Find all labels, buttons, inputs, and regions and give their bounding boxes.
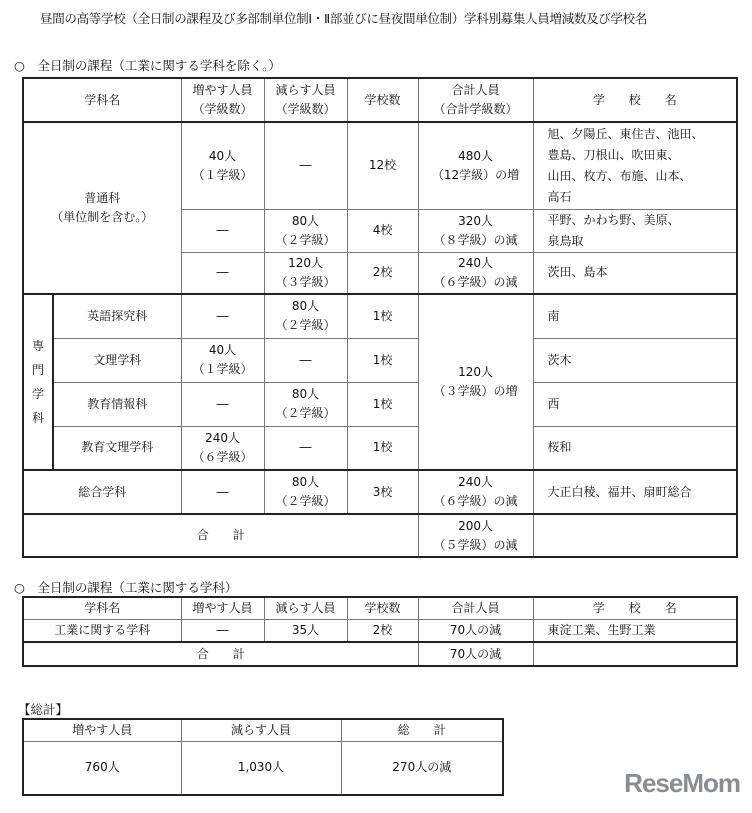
header-increase-sub: （学級数） <box>192 102 253 116</box>
total-classes: （８学級）の減 <box>433 232 518 247</box>
senmon-char: 門 <box>31 363 44 377</box>
header-school-names: 学 校 名 <box>533 78 737 122</box>
decrease-value: 80人 <box>291 299 320 314</box>
senmon-label <box>23 294 53 470</box>
grand-total: 270人の減 <box>341 741 503 795</box>
school-count: 4校 <box>347 209 418 252</box>
school-count: 3校 <box>347 470 418 514</box>
senmon-char: 科 <box>31 411 44 425</box>
header-total-label: 合計人員 <box>451 83 500 97</box>
sum-total-classes: （５学級）の減 <box>433 537 518 552</box>
increase-value: ― <box>181 470 264 514</box>
increase-value: ― <box>181 619 264 642</box>
sum-row <box>23 642 737 666</box>
header-decrease: 減らす人員 <box>264 597 347 619</box>
header-decrease: 減らす人員 <box>181 719 341 741</box>
header-increase <box>181 78 264 122</box>
header-decrease-label: 減らす人員 <box>275 83 336 97</box>
total-value: 480人 <box>458 148 493 163</box>
table-grand-total <box>22 718 504 796</box>
increase-value: ― <box>181 252 264 294</box>
total-value: 120人 <box>458 365 493 379</box>
school-count: 1校 <box>347 294 418 338</box>
school-count: 12校 <box>347 122 418 209</box>
sum-total: 70人の減 <box>418 642 533 666</box>
empty-cell <box>533 642 737 666</box>
department-name: 文理学科 <box>53 338 181 382</box>
futsu-label: 普通科 <box>84 191 121 205</box>
decrease-value: 80人 <box>291 213 320 228</box>
table-row <box>23 294 737 338</box>
sum-label: 合 計 <box>23 642 418 666</box>
header-increase-label: 増やす人員 <box>192 83 253 97</box>
decrease-classes: （２学級） <box>275 406 336 420</box>
section3-heading: 【総計】 <box>18 702 69 717</box>
senmon-char: 専 <box>31 339 44 353</box>
school-names: 豊島、刀根山、吹田東、 <box>547 147 680 162</box>
increase-value: ― <box>181 209 264 252</box>
decrease-value: ― <box>264 338 347 382</box>
department-name: 総合学科 <box>23 470 181 514</box>
table-industrial <box>22 596 738 667</box>
table-row <box>23 382 737 426</box>
school-names: 茨木 <box>533 338 737 382</box>
total-classes: （３学級）の増 <box>433 384 518 398</box>
school-names: 大正白稜、福井、扇町総合 <box>533 470 737 514</box>
resemom-logo: ReseMom <box>624 768 740 798</box>
table-row <box>23 338 737 382</box>
total-classes: （12学級）の増 <box>431 167 520 182</box>
decrease-value: 120人 <box>288 255 323 270</box>
section2-heading: ○ 全日制の課程（工業に関する学科） <box>14 580 238 595</box>
table-full-time <box>22 77 738 558</box>
header-department: 学科名 <box>23 597 181 619</box>
futsu-sub: （単位制を含む。） <box>51 210 154 224</box>
school-names: 西 <box>533 382 737 426</box>
senmon-char: 学 <box>31 387 44 401</box>
school-count: 2校 <box>347 252 418 294</box>
document-title: 昼間の高等学校（全日制の課程及び多部制単位制Ⅰ・Ⅱ部並びに昼夜間単位制）学科別募集人員増減数及び学校名 <box>40 11 648 26</box>
increase-value: ― <box>181 294 264 338</box>
header-total-sub: （合計学級数） <box>433 102 518 116</box>
decrease-value: 80人 <box>291 475 320 489</box>
header-school-count: 学校数 <box>347 78 418 122</box>
table-row <box>23 426 737 470</box>
increase-value: ― <box>181 382 264 426</box>
department-name: 教育文理学科 <box>53 426 181 470</box>
empty-cell <box>533 514 737 557</box>
increase-total: 760人 <box>23 741 181 795</box>
decrease-classes: （２学級） <box>275 318 336 333</box>
department-name: 教育情報科 <box>53 382 181 426</box>
total-value: 320人 <box>458 213 493 228</box>
school-names: 南 <box>533 294 737 338</box>
decrease-classes: （３学級） <box>275 274 336 289</box>
school-count: 2校 <box>347 619 418 642</box>
header-grand-total: 総 計 <box>341 719 503 741</box>
school-names: 茨田、島本 <box>533 252 737 294</box>
total-classes: （６学級）の減 <box>433 274 518 289</box>
school-count: 1校 <box>347 382 418 426</box>
header-increase: 増やす人員 <box>181 597 264 619</box>
table-row <box>23 122 737 209</box>
total-value: 70人の減 <box>418 619 533 642</box>
header-total: 合計人員 <box>418 597 533 619</box>
increase-classes: （１学級） <box>192 167 253 182</box>
sum-total: 200人 <box>458 518 493 533</box>
sum-row <box>23 514 737 557</box>
school-names: 山田、枚方、布施、山本、 <box>547 168 692 183</box>
header-school-count: 学校数 <box>347 597 418 619</box>
increase-value: 40人 <box>208 148 237 163</box>
school-count: 1校 <box>347 426 418 470</box>
table-row <box>23 741 503 795</box>
increase-value: 240人 <box>205 430 240 445</box>
header-decrease <box>264 78 347 122</box>
header-school-names: 学 校 名 <box>533 597 737 619</box>
school-names: 泉鳥取 <box>547 233 584 248</box>
total-value: 240人 <box>458 475 493 489</box>
futsu-cell <box>23 122 181 294</box>
increase-classes: （１学級） <box>192 362 253 376</box>
decrease-value: ― <box>264 122 347 209</box>
school-count: 1校 <box>347 338 418 382</box>
decrease-value: 35人 <box>264 619 347 642</box>
school-names: 東淀工業、生野工業 <box>533 619 737 642</box>
school-names: 高石 <box>547 189 572 204</box>
decrease-value: 80人 <box>291 387 320 401</box>
table-row <box>23 619 737 642</box>
header-total <box>418 78 533 122</box>
school-names: 旭、夕陽丘、東住吉、池田、 <box>547 126 704 141</box>
increase-value: 40人 <box>208 343 237 357</box>
decrease-classes: （２学級） <box>275 232 336 247</box>
increase-classes: （６学級） <box>192 449 253 464</box>
header-increase: 増やす人員 <box>23 719 181 741</box>
decrease-value: ― <box>264 426 347 470</box>
table-row <box>23 470 737 514</box>
school-names: 平野、かわち野、美原、 <box>547 212 680 227</box>
header-department: 学科名 <box>23 78 181 122</box>
total-classes: （６学級）の減 <box>433 494 518 508</box>
department-name: 工業に関する学科 <box>23 619 181 642</box>
department-name: 英語探究科 <box>53 294 181 338</box>
decrease-total: 1,030人 <box>181 741 341 795</box>
school-names: 桜和 <box>533 426 737 470</box>
section1-heading: ○ 全日制の課程（工業に関する学科を除く。） <box>14 58 281 73</box>
header-decrease-sub: （学級数） <box>275 102 336 116</box>
total-value: 240人 <box>458 255 493 270</box>
decrease-classes: （２学級） <box>275 494 336 508</box>
sum-label: 合 計 <box>23 514 418 557</box>
